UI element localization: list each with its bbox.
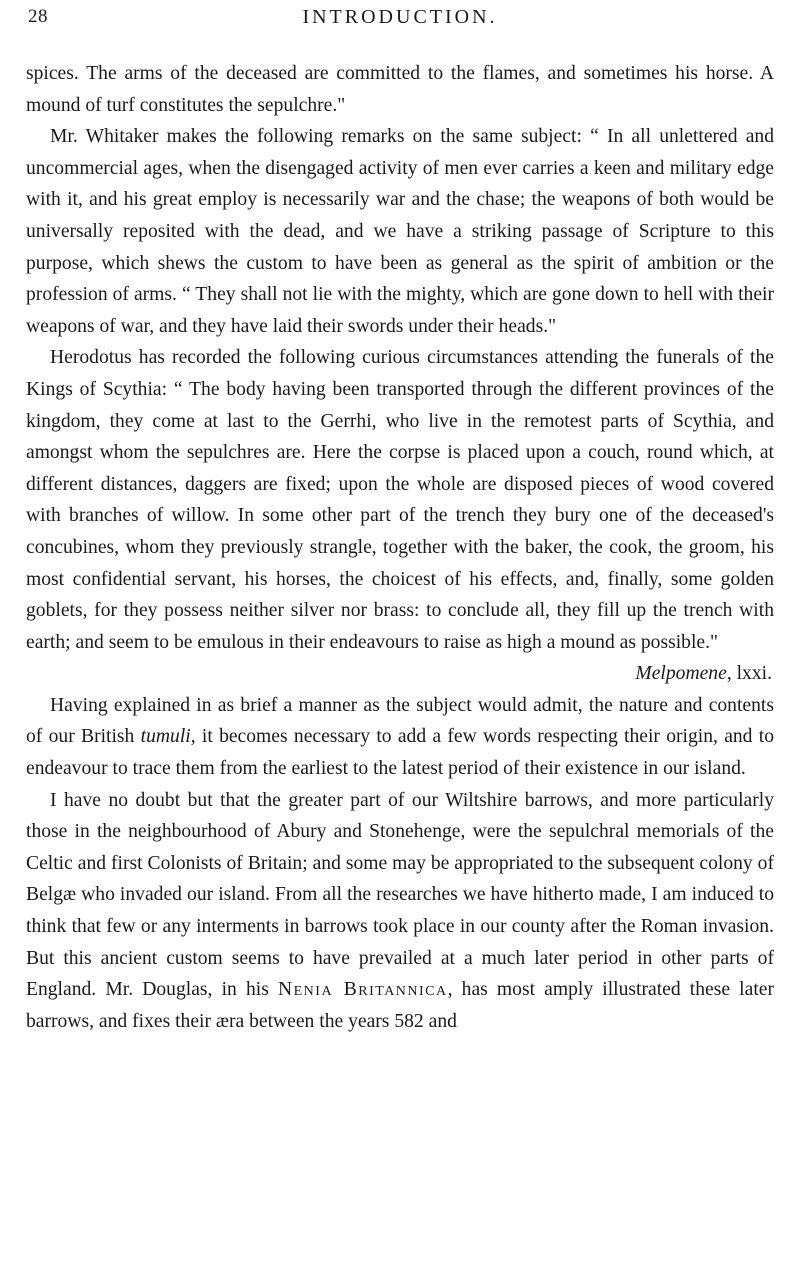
citation-work: Melpomene — [635, 663, 727, 685]
citation — [26, 658, 774, 690]
page-header — [26, 0, 774, 38]
paragraph-tumuli — [26, 690, 774, 785]
running-title: INTRODUCTION. — [302, 6, 498, 28]
paragraph-continued: spices. The arms of the deceased are committed to the flames, and sometimes his horse. A mound of turf constitutes the sepulchre." — [26, 63, 774, 116]
italic-term: tumuli — [140, 726, 191, 748]
paragraph-text: Having explained in as brief a manner as the subject would admit, the nature and contents of our British — [26, 694, 774, 748]
book-title: Nenia Britannica — [277, 979, 448, 1001]
paragraph-text: I have no doubt but that the greater part of our Wiltshire barrows, and more particularly those in the neighbourhood of Abury and Stonehenge, were the sepulchral memorials of the Celtic and first Colonists of Britain; and some may be appropriated to the subsequent colony of Belgæ who invaded our island. From all the researches we have hitherto made, I am induced to think that few or any interments in barrows took place in our county after the Roman invasion. But this ancient custom seems to have prevailed at a much later period in other parts of England. Mr. Douglas, in his — [26, 789, 774, 1001]
paragraph-text: , has most amply illustrated these later barrows, and fixes their æra between the years 582 and — [26, 979, 774, 1032]
paragraph-whitaker: Mr. Whitaker makes the following remarks on the same subject: “ In all unlettered and uncommercial ages, when the disengaged activity of men ever carries a keen and military edge with it, and his great employ is necessarily war and the chase; the weapons of both would be universally reposited with the dead, and we have a striking passage of Scripture to this purpose, which shews the custom to have been as general as the spirit of ambition or the profession of arms. “ They shall not lie with the mighty, which are gone down to hell with their weapons of war, and they have laid their swords under their heads." — [26, 126, 774, 337]
page-number: 28 — [28, 6, 48, 27]
citation-reference: , lxxi. — [726, 663, 772, 685]
body-text — [26, 58, 774, 1037]
paragraph-wiltshire-barrows — [26, 785, 774, 1038]
paragraph-text: , it becomes necessary to add a few words respecting their origin, and to endeavour to trace them from the earliest to the latest period of their existence in our island. — [26, 726, 775, 780]
paragraph-herodotus: Herodotus has recorded the following curious circumstances attending the funerals of the Kings of Scythia: “ The body having been transported through the different provinces of the kingdom, they come at last to the Gerrhi, who live in the remotest parts of Scythia, and amongst whom the sepulchres are. Here the corpse is placed upon a couch, round which, at different distances, daggers are fixed; upon the whole are disposed pieces of wood covered with branches of willow. In some other part of the trench they bury one of the deceased's concubines, whom they previously strangle, together with the baker, the cook, the groom, his most confidential servant, his horses, the choicest of his effects, and, finally, some golden goblets, for they possess neither silver nor brass: to conclude all, they fill up the trench with earth; and seem to be emulous in their endeavours to raise as high a mound as possible." — [26, 347, 774, 653]
